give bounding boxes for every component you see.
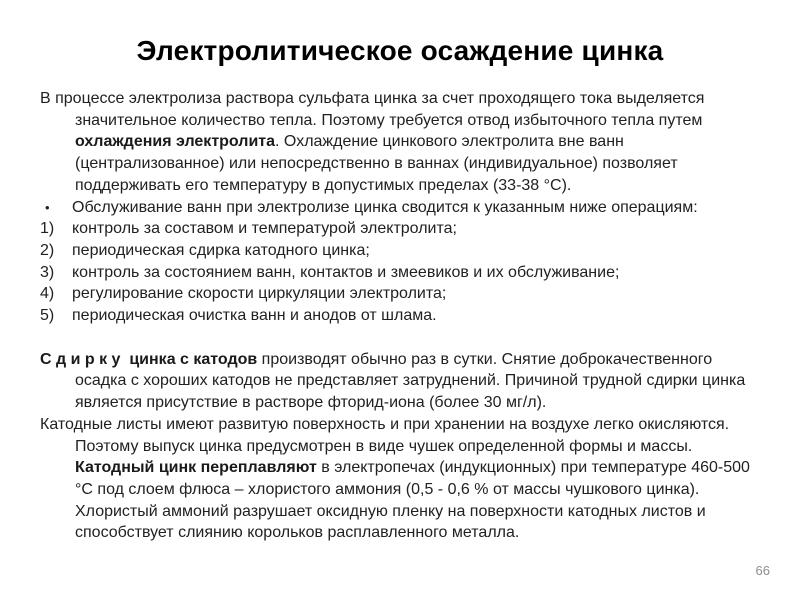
bold-text: охлаждения электролита <box>75 133 276 151</box>
slide-title: Электролитическое осаждение цинка <box>136 35 664 66</box>
paragraph <box>40 88 758 197</box>
text: производят обычно раз в сутки. Снятие доброкачественного осадка с хороших катодов не представляет затруднений. Причиной трудной сдирки цинка является присутствие в растворе фторид-иона (более 30 мг/л). <box>75 350 746 412</box>
paragraph-spacer <box>40 327 758 349</box>
numbered-item <box>40 240 758 262</box>
text: периодическая очистка ванн и анодов от шлама. <box>72 307 437 325</box>
numbered-item <box>40 262 758 284</box>
list-item-text <box>72 262 758 284</box>
list-marker: 2) <box>40 241 55 259</box>
text: . Охлаждение цинкового электролита вне ванн (централизованное) или непосредственно в ваннах (индивидуальное) позволяет поддерживать его температуру в допустимых пределах (33-38 °С). <box>75 133 678 194</box>
text: Катодные листы имеют развитую поверхность и при хранении на воздухе легко окисляются. Поэтому выпуск цинка предусмотрен в виде чушек определенной формы и массы. <box>40 415 730 455</box>
page-number: 66 <box>755 563 770 578</box>
bold-text: Катодный цинк переплавляют <box>75 459 317 477</box>
text: контроль за составом и температурой электролита; <box>72 220 457 238</box>
text: регулирование скорости циркуляции электролита; <box>72 285 447 303</box>
paragraph <box>40 349 758 414</box>
text: Обслуживание ванн при электролизе цинка сводится к указанным ниже операциям: <box>72 198 698 216</box>
numbered-item <box>40 305 758 327</box>
list-item-text <box>72 305 758 327</box>
list-marker: 1) <box>40 220 55 238</box>
bullet-item <box>40 197 758 219</box>
list-marker: 3) <box>40 263 55 281</box>
numbered-item <box>40 218 758 240</box>
bold-text: С д и р к у цинка с катодов <box>40 350 258 368</box>
numbered-item <box>40 283 758 305</box>
list-item-text <box>72 197 758 219</box>
list-item-text <box>72 240 758 262</box>
paragraph <box>40 414 758 544</box>
text: контроль за состоянием ванн, контактов и змеевиков и их обслуживание; <box>72 263 620 281</box>
text: В процессе электролиза раствора сульфата цинка за счет проходящего тока выделяется значительное количество тепла. Поэтому требуется отвод избыточного тепла путем <box>40 90 705 129</box>
slide-body <box>40 88 758 544</box>
list-marker: 5) <box>40 307 55 325</box>
text: в электропечах (индукционных) при температуре 460-500 °С под слоем флюса – хлористого аммония (0,5 - 0,6 % от массы чушкового цинка). Хлористый аммоний разрушает оксидную пленку на поверхности катодных листов и способствует слиянию корольков расплавленного металла. <box>75 459 750 542</box>
list-marker: 4) <box>40 285 55 303</box>
list-item-text <box>72 218 758 240</box>
list-item-text <box>72 283 758 305</box>
text: периодическая сдирка катодного цинка; <box>72 241 370 259</box>
list-marker: • <box>45 199 50 215</box>
